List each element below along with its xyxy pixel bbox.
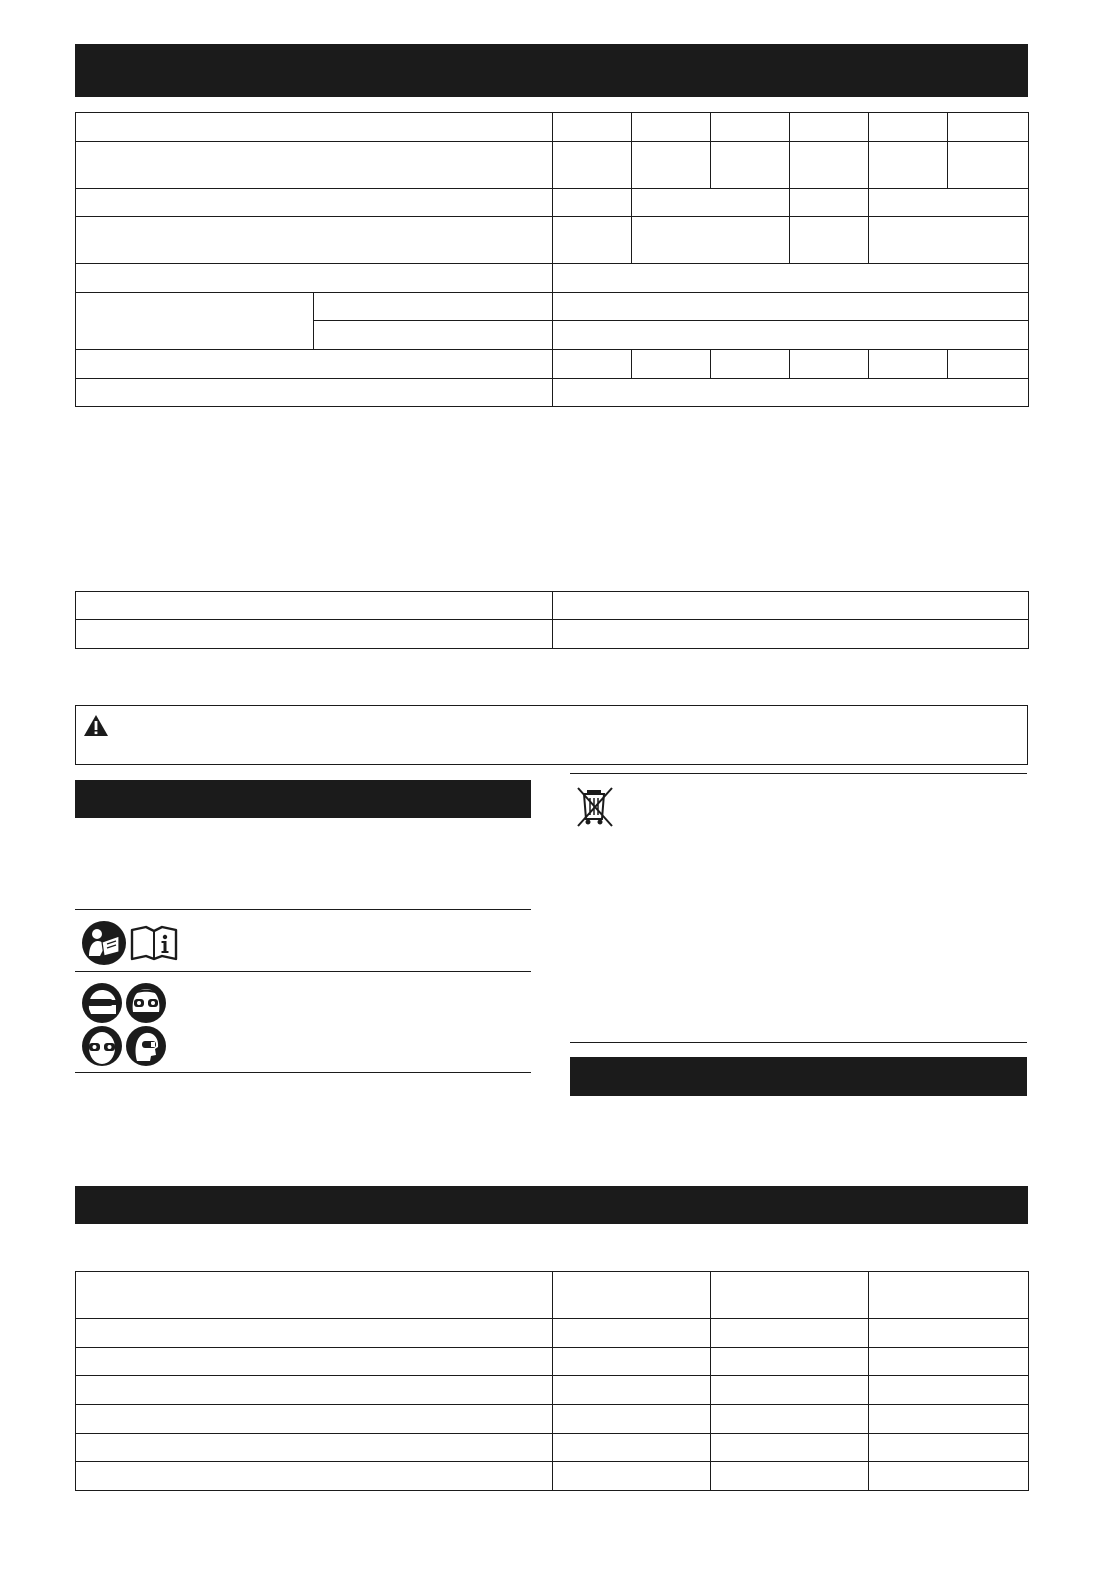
divider [75,1072,531,1073]
spec-row [76,293,1029,321]
table-row [76,1376,1029,1405]
spec-row [76,217,1029,264]
table-row [76,592,1029,620]
crossed-out-wheeled-bin-icon [575,786,615,828]
table-header-row [76,1272,1029,1319]
table-row [76,620,1029,649]
side-goggles-icon [125,1025,167,1067]
table-row [76,1462,1029,1491]
info-book-icon [130,925,178,961]
read-manual-icon [81,920,127,966]
spec-row [76,350,1029,379]
spec-row [76,264,1029,293]
warning-box [75,705,1028,765]
table-row [76,1319,1029,1348]
divider [75,971,531,972]
table-row [76,1434,1029,1462]
specifications-table [75,112,1029,407]
noise-table [75,1271,1029,1491]
spec-row [76,379,1029,407]
divider [570,1042,1027,1043]
spec-row [76,113,1029,142]
intended-use-table [75,591,1029,649]
wear-goggles-icon [125,982,167,1024]
safety-goggles-icon [81,982,123,1024]
page-header-bar [75,44,1028,97]
table-row [76,1348,1029,1376]
table-row [76,1405,1029,1434]
divider [570,773,1027,774]
right-section-bar [570,1057,1027,1096]
symbols-section-bar [75,780,531,818]
spec-row [76,189,1029,217]
warning-triangle-icon [83,714,109,737]
spec-row [76,142,1029,189]
face-goggles-icon [81,1025,123,1067]
section-header-bar [75,1186,1028,1224]
divider [75,909,531,910]
